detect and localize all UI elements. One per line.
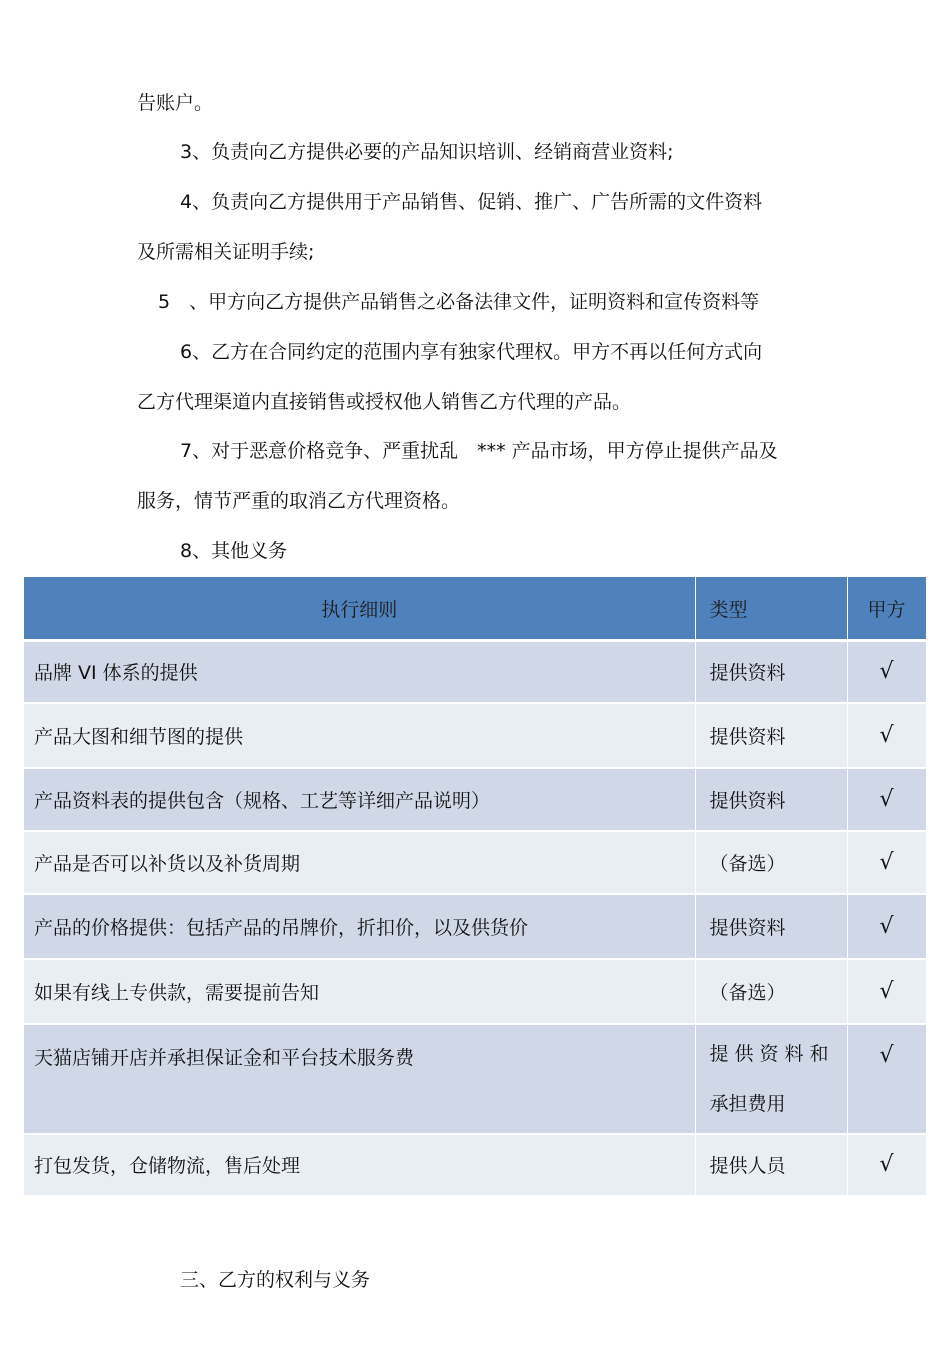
section-heading: 三、乙方的权利与义务 bbox=[180, 1269, 371, 1291]
check-mark: √ bbox=[847, 959, 926, 1024]
row-type: （备选） bbox=[695, 831, 847, 894]
row-item: 产品资料表的提供包含（规格、工艺等详细产品说明） bbox=[24, 768, 695, 831]
clause-4-line1: 4、负责向乙方提供用于产品销售、促销、推广、广告所需的文件资料 bbox=[180, 191, 763, 213]
check-mark: √ bbox=[847, 768, 926, 831]
row-item: 产品是否可以补货以及补货周期 bbox=[24, 831, 695, 894]
check-mark: √ bbox=[847, 831, 926, 894]
table-row bbox=[24, 831, 926, 894]
row-type: 提供资料 bbox=[695, 703, 847, 768]
obligations-table bbox=[24, 577, 927, 1197]
row-item: 打包发货，仓储物流，售后处理 bbox=[24, 1134, 695, 1196]
clause-8: 8、其他义务 bbox=[180, 540, 288, 562]
table-row bbox=[24, 1134, 926, 1196]
check-mark: √ bbox=[847, 703, 926, 768]
paragraph-continuation: 告账户。 bbox=[137, 92, 214, 114]
check-mark: √ bbox=[847, 894, 926, 959]
clause-5: 5 、甲方向乙方提供产品销售之必备法律文件，证明资料和宣传资料等 bbox=[158, 291, 760, 313]
row-item: 品牌 VI 体系的提供 bbox=[24, 641, 695, 703]
table-row bbox=[24, 959, 926, 1024]
table-row bbox=[24, 894, 926, 959]
row-type-line1: 提供资料和 bbox=[709, 1042, 835, 1065]
table-row bbox=[24, 703, 926, 768]
header-party-a: 甲方 bbox=[847, 577, 926, 641]
clause-6-line2: 乙方代理渠道内直接销售或授权他人销售乙方代理的产品。 bbox=[137, 391, 632, 413]
header-rules: 执行细则 bbox=[24, 577, 695, 641]
row-type: 提供资料 bbox=[695, 894, 847, 959]
row-type-line2: 承担费用 bbox=[709, 1092, 786, 1115]
row-type: 提供人员 bbox=[695, 1134, 847, 1196]
row-type: 提供资料 bbox=[695, 641, 847, 703]
row-item: 天猫店铺开店并承担保证金和平台技术服务费 bbox=[24, 1024, 695, 1134]
row-item: 如果有线上专供款，需要提前告知 bbox=[24, 959, 695, 1024]
table-header-row bbox=[24, 577, 926, 641]
table-row bbox=[24, 768, 926, 831]
table-row bbox=[24, 1024, 926, 1134]
clause-7-line2: 服务，情节严重的取消乙方代理资格。 bbox=[137, 490, 461, 512]
clause-7-line1: 7、对于恶意价格竞争、严重扰乱 *** 产品市场，甲方停止提供产品及 bbox=[180, 440, 778, 462]
row-type bbox=[695, 1024, 847, 1134]
row-item: 产品大图和细节图的提供 bbox=[24, 703, 695, 768]
row-type: 提供资料 bbox=[695, 768, 847, 831]
clause-3: 3、负责向乙方提供必要的产品知识培训、经销商营业资料; bbox=[180, 141, 674, 163]
row-type: （备选） bbox=[695, 959, 847, 1024]
table-row bbox=[24, 641, 926, 703]
check-mark: √ bbox=[847, 1024, 926, 1134]
header-type: 类型 bbox=[695, 577, 847, 641]
clause-4-line2: 及所需相关证明手续; bbox=[137, 241, 315, 263]
clause-6-line1: 6、乙方在合同约定的范围内享有独家代理权。甲方不再以任何方式向 bbox=[180, 341, 763, 363]
check-mark: √ bbox=[847, 641, 926, 703]
row-item: 产品的价格提供：包括产品的吊牌价，折扣价，以及供货价 bbox=[24, 894, 695, 959]
check-mark: √ bbox=[847, 1134, 926, 1196]
